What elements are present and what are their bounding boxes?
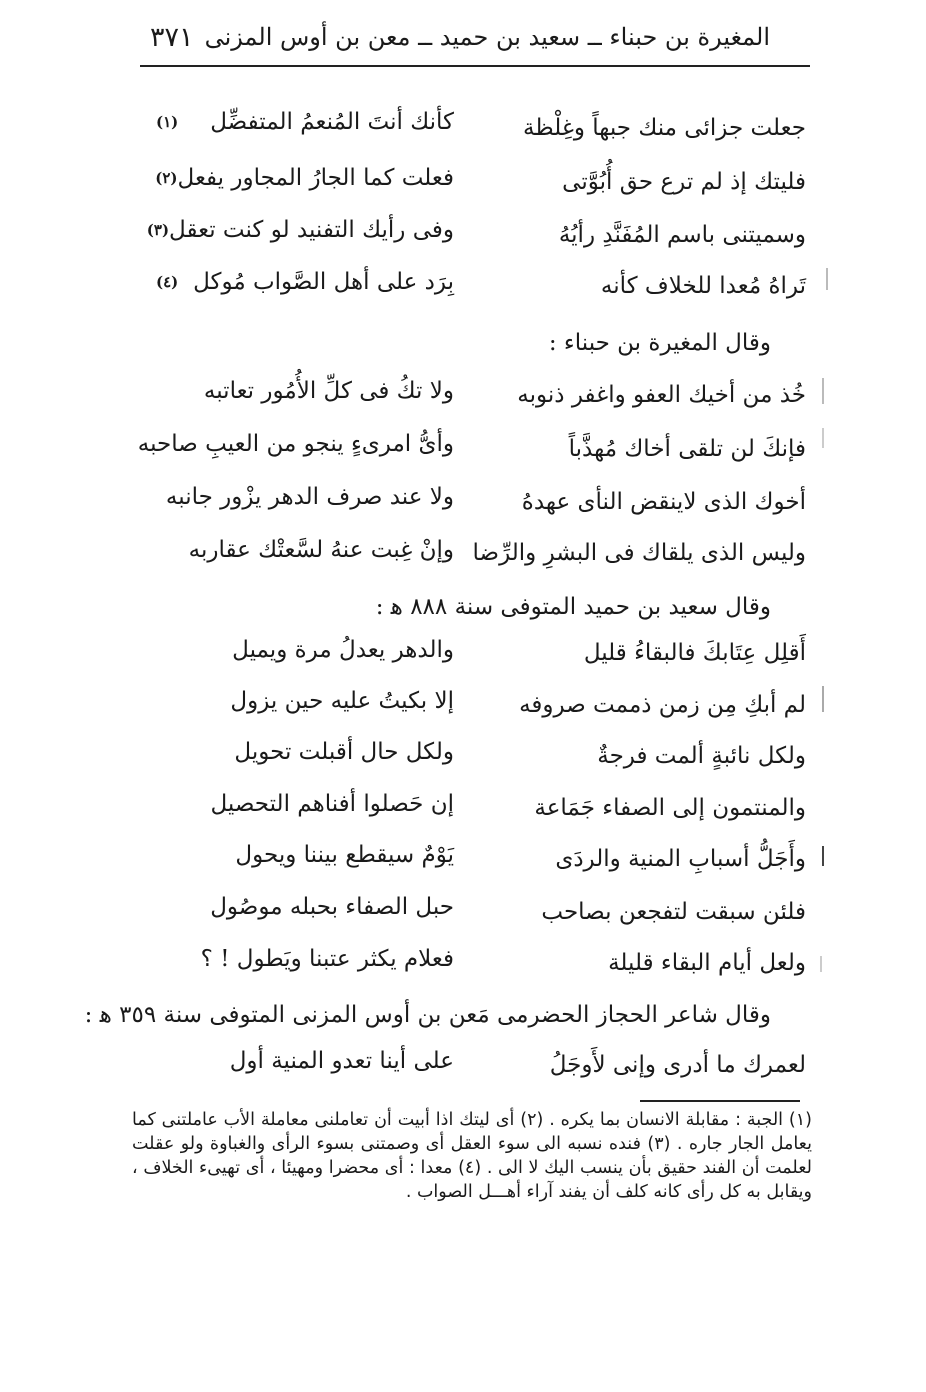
margin-mark — [822, 686, 824, 712]
page-number: ٣٧١ — [150, 21, 194, 53]
verse-8-hemistich-b: وإنْ غِبت عنهُ لسَّعتْك عقاربه — [188, 537, 454, 563]
verse-4-hemistich-b: بِرَد على أهل الصَّواب مُوكل (٤) — [156, 269, 454, 295]
verse-7-hemistich-a: أخوك الذى لاينقض النأى عهدهُ — [521, 489, 806, 515]
verse-8-hemistich-a: وليس الذى يلقاك فى البشرِ والرِّضا — [472, 540, 806, 566]
verse-9-hemistich-b: والدهر يعدلُ مرة ويميل — [232, 637, 454, 663]
verse-12-hemistich-a: والمنتمون إلى الصفاء جَمَاعة — [534, 795, 806, 821]
margin-mark — [822, 378, 824, 404]
verse-16-hemistich-a: لعمرك ما أدرى وإنى لأَوجَلُ — [549, 1052, 806, 1078]
margin-mark — [826, 268, 828, 290]
margin-mark — [820, 956, 822, 972]
verse-1-hemistich-a: جعلت جزائى منك جبهاً وغِلْظة — [523, 115, 806, 141]
verse-1-hemistich-b: كأنك أنتَ المُنعمُ المتفضِّل (١) — [156, 109, 454, 135]
verse-6-hemistich-b: وأىُّ امرىءٍ ينجو من العيبِ صاحبه — [137, 431, 454, 457]
footnote-text: (١) الجبة : مقابلة الانسان بما يكره . (٢) أى ليتك اذا أبيت أن تعاملنى معاملة الأب عاملتنى كما يعامل الجار جاره . (٣) فنده نسبه الى سوء العقل أى وصمتنى بسوء الرأى والغباوة ولو عقلت لعلمت أن الفند حقيق بأن ينسب اليك لا الى . (٤) معدا : أى محضرا ومهيئا ، أى تهيىء الخلاف ، ويقابل به كل رأى كانه كلف أن يفند آراء أهـــل الصواب . — [132, 1110, 812, 1202]
verse-12-hemistich-b: إن حَصلوا أفناهم التحصيل — [210, 791, 454, 817]
running-head: المغيرة بن حبناء ــ سعيد بن حميد ــ معن بن أوس المزنى — [204, 23, 770, 51]
verse-14-hemistich-a: فلئن سبقت لتفجعن بصاحب — [541, 899, 806, 925]
verse-2-hemistich-b: فعلت كما الجارُ المجاور يفعل (٢) — [155, 165, 454, 191]
verse-15-hemistich-b: فعلام يكثر عتبنا ويَطول ! ؟ — [200, 946, 454, 972]
verse-6-hemistich-a: فإنكَ لن تلقى أخاك مُهذَّباً — [568, 436, 806, 462]
page-header — [150, 14, 770, 60]
verse-13-hemistich-a: وأَجَلُّ أسبابِ المنية والردَى — [555, 846, 806, 872]
verse-7-hemistich-b: ولا عند صرف الدهر يزْور جانبه — [165, 484, 454, 510]
verse-13-hemistich-b: يَوْمٌ سيقطع بيننا ويحول — [235, 842, 454, 868]
verse-16-hemistich-b: على أينا تعدو المنية أول — [229, 1048, 454, 1074]
verse-10-hemistich-b: إلا بكيتُ عليه حين يزول — [230, 688, 454, 714]
footnotes — [132, 1108, 812, 1204]
verse-14-hemistich-b: حبل الصفاء بحبله موصُول — [210, 894, 454, 920]
verse-4-hemistich-a: تَراهُ مُعدا للخلاف كأنه — [600, 273, 806, 299]
margin-mark — [822, 428, 824, 448]
poem-intro-mughira: وقال المغيرة بن حبناء : — [548, 330, 771, 356]
verse-9-hemistich-a: أَقلِل عِتَابكَ فالبقاءُ قليل — [583, 640, 806, 666]
verse-11-hemistich-b: ولكل حال أقبلت تحويل — [234, 739, 454, 765]
verse-10-hemistich-a: لم أبكِ مِن زمن ذممت صروفه — [519, 692, 806, 718]
verse-3-hemistich-b: وفى رأيك التفنيد لو كنت تعقل (٣) — [146, 217, 454, 243]
verse-11-hemistich-a: ولكل نائبةٍ ألمت فرجةٌ — [597, 743, 806, 769]
poem-intro-saeed: وقال سعيد بن حميد المتوفى سنة ٨٨٨ ﻫ : — [375, 594, 771, 620]
header-rule — [140, 65, 810, 67]
verse-5-hemistich-b: ولا تكُ فى كلِّ الأُمُور تعاتبه — [203, 378, 454, 404]
footnote-rule — [640, 1100, 800, 1102]
poem-intro-maan: وقال شاعر الحجاز الحضرمى مَعن بن أوس المزنى المتوفى سنة ٣٥٩ ﻫ : — [84, 1002, 771, 1028]
verse-3-hemistich-a: وسميتنى باسم المُفَنَّدِ رأيُهُ — [558, 222, 806, 248]
margin-mark — [822, 846, 824, 866]
verse-15-hemistich-a: ولعل أيام البقاء قليلة — [608, 950, 806, 976]
verse-5-hemistich-a: خُذ من أخيك العفو واغفر ذنوبه — [517, 382, 806, 408]
verse-2-hemistich-a: فليتك إذ لم ترع حق أُبُوَّتى — [562, 169, 806, 195]
